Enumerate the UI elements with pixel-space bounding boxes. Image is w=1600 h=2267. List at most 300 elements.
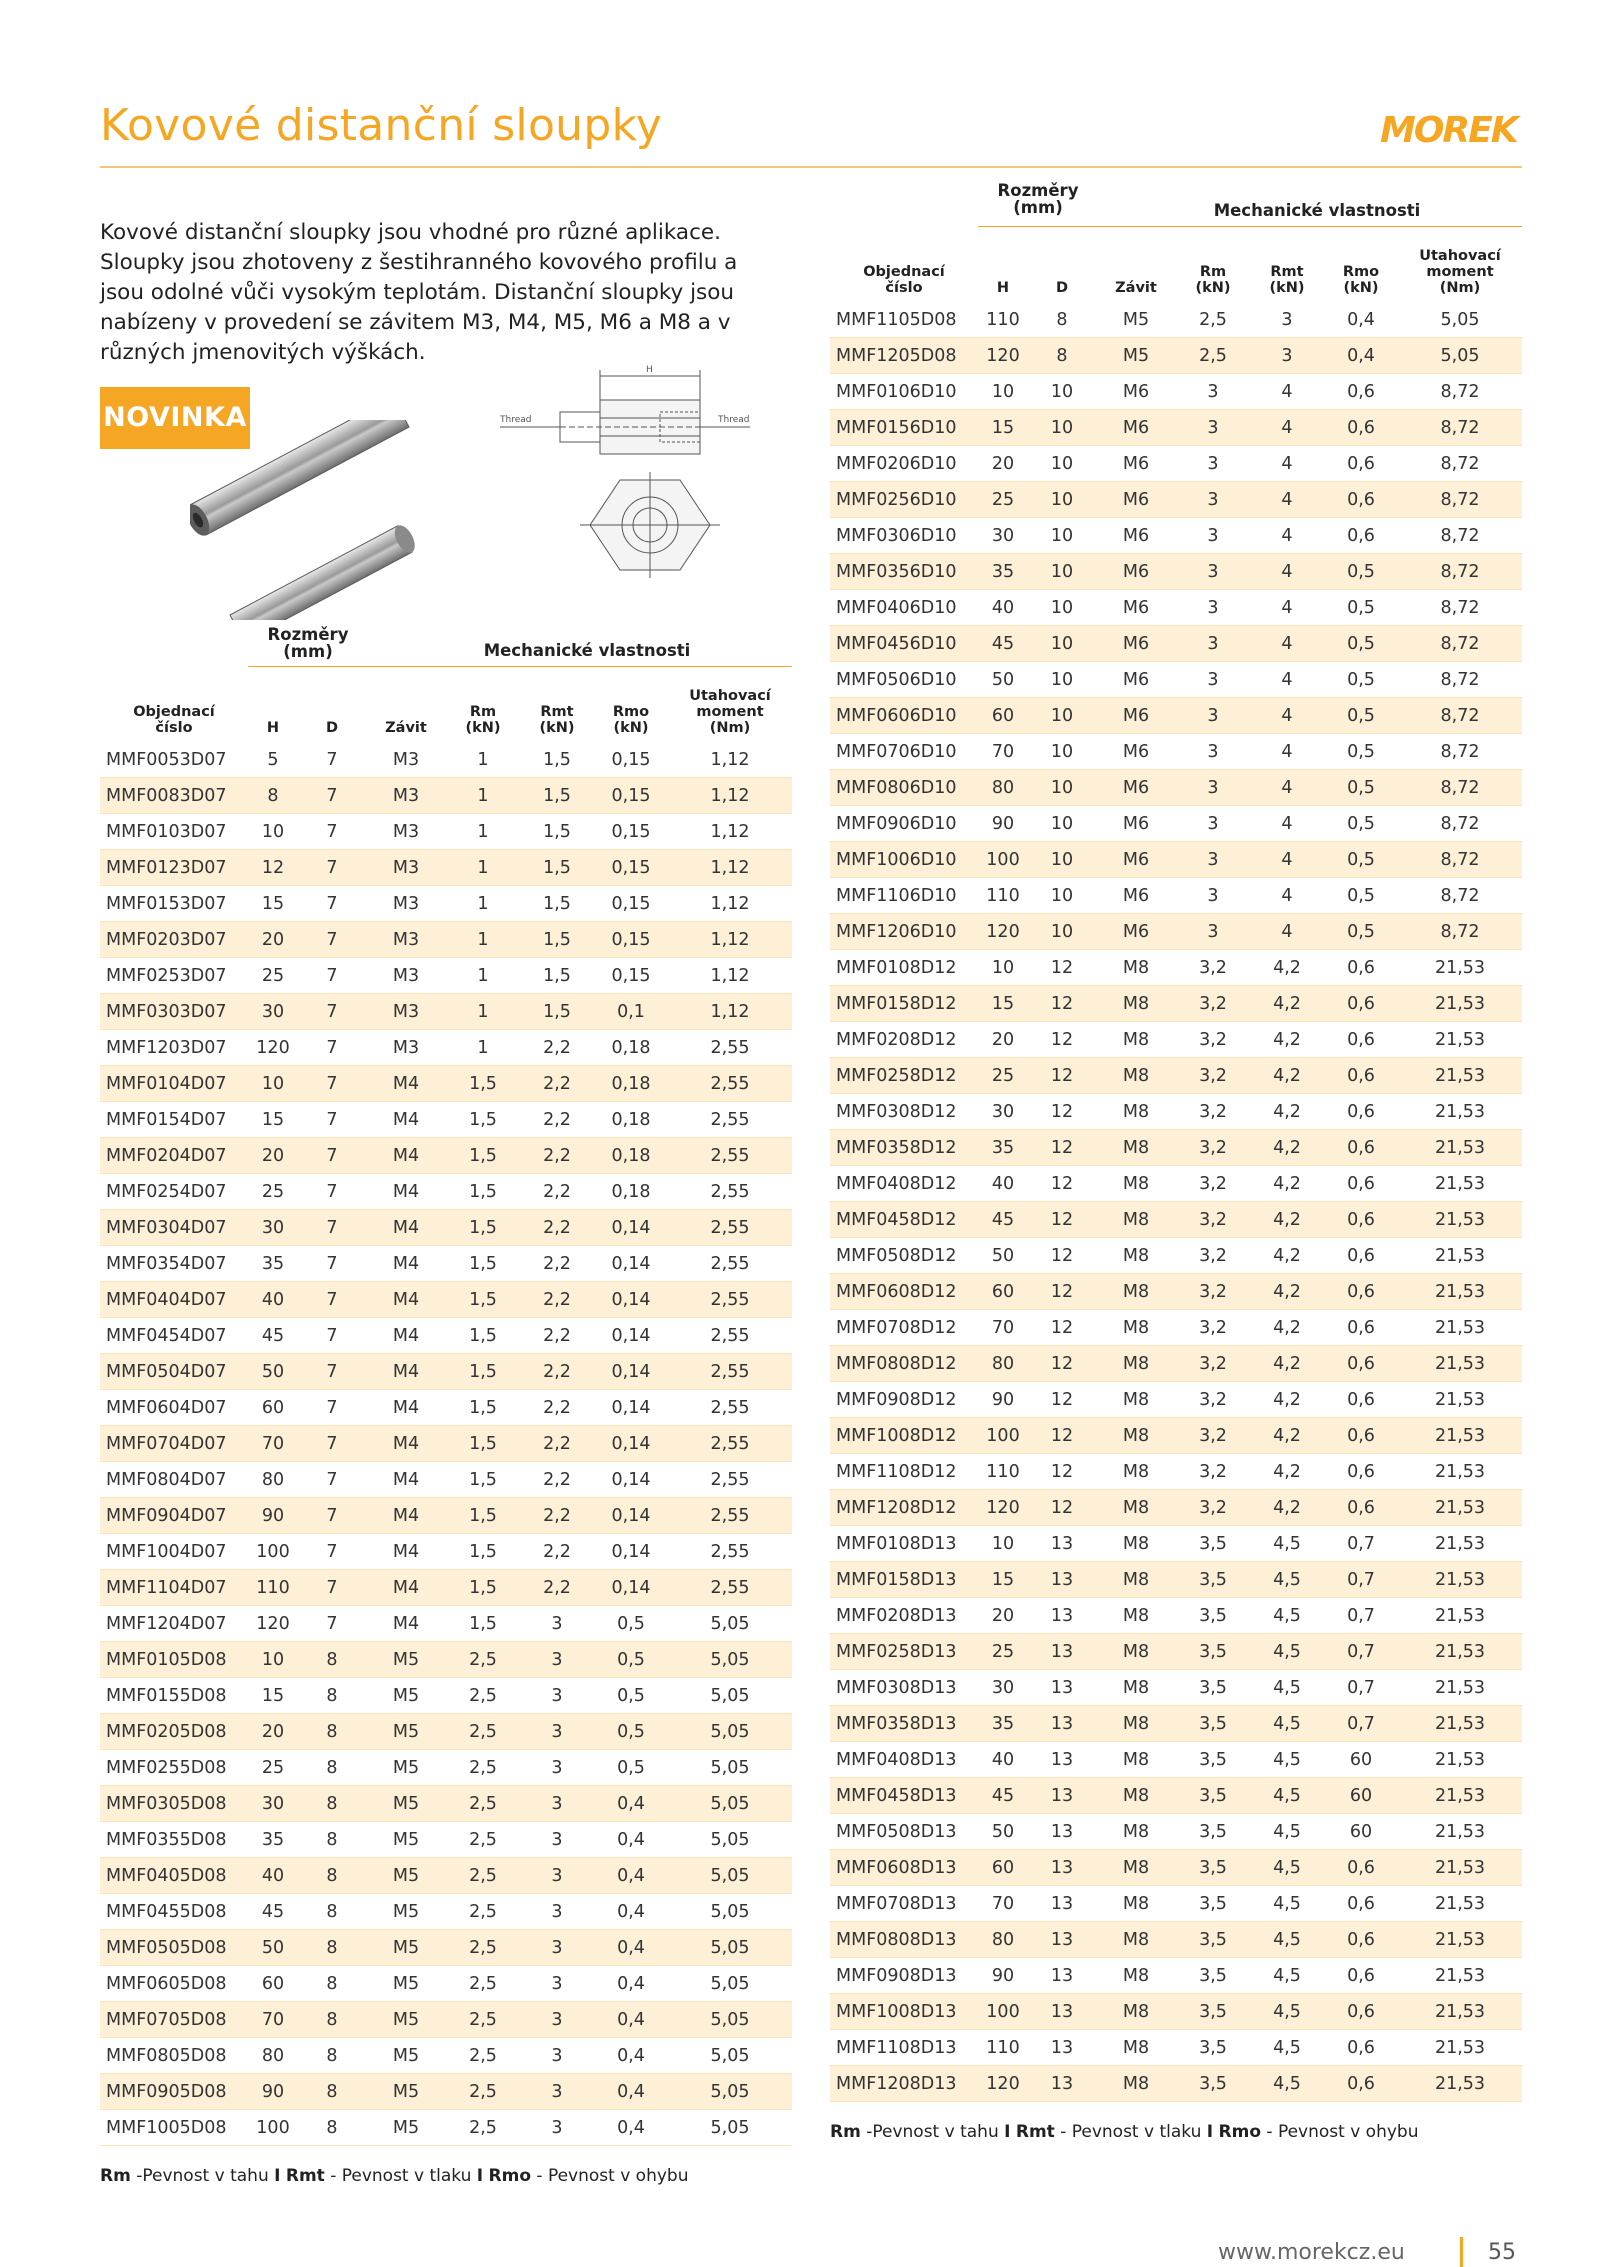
cell-rmo: 0,4 xyxy=(594,2038,668,2074)
cell-torque: 21,53 xyxy=(1398,1994,1522,2030)
cell-torque: 5,05 xyxy=(668,1750,792,1786)
cell-thread: M6 xyxy=(1096,842,1176,878)
cell-h: 25 xyxy=(978,1634,1028,1670)
cell-h: 90 xyxy=(978,1958,1028,1994)
cell-rm: 1,5 xyxy=(446,1102,520,1138)
cell-thread: M8 xyxy=(1096,1670,1176,1706)
cell-rm: 3,2 xyxy=(1176,1418,1250,1454)
cell-d: 7 xyxy=(298,994,366,1030)
table-row xyxy=(830,1058,1522,1094)
cell-thread: M5 xyxy=(1096,338,1176,374)
cell-d: 7 xyxy=(298,922,366,958)
cell-thread: M8 xyxy=(1096,1058,1176,1094)
cell-d: 7 xyxy=(298,1030,366,1066)
cell-rmo: 0,6 xyxy=(1324,1382,1398,1418)
cell-rmt: 4,5 xyxy=(1250,1850,1324,1886)
cell-code: MMF0158D13 xyxy=(830,1562,978,1598)
cell-d: 8 xyxy=(298,1786,366,1822)
cell-code: MMF0404D07 xyxy=(100,1282,248,1318)
cell-h: 30 xyxy=(248,1786,298,1822)
left-head-rule xyxy=(248,666,792,667)
table-row xyxy=(100,1822,792,1858)
cell-thread: M5 xyxy=(366,2110,446,2146)
table-row xyxy=(830,338,1522,374)
cell-code: MMF0206D10 xyxy=(830,446,978,482)
cell-torque: 1,12 xyxy=(668,778,792,814)
cell-code: MMF0906D10 xyxy=(830,806,978,842)
cell-d: 13 xyxy=(1028,1778,1096,1814)
cell-h: 90 xyxy=(248,1498,298,1534)
cell-rm: 3 xyxy=(1176,374,1250,410)
cell-d: 10 xyxy=(1028,554,1096,590)
cell-torque: 2,55 xyxy=(668,1210,792,1246)
cell-h: 35 xyxy=(978,1130,1028,1166)
cell-rmt: 3 xyxy=(1250,338,1324,374)
cell-thread: M8 xyxy=(1096,1418,1176,1454)
cell-rmo: 0,6 xyxy=(1324,1202,1398,1238)
cell-h: 30 xyxy=(248,994,298,1030)
cell-code: MMF0254D07 xyxy=(100,1174,248,1210)
cell-torque: 1,12 xyxy=(668,886,792,922)
drawing-h-label: H xyxy=(646,365,653,375)
cell-h: 25 xyxy=(978,1058,1028,1094)
cell-torque: 21,53 xyxy=(1398,1670,1522,1706)
table-row xyxy=(830,1274,1522,1310)
cell-d: 10 xyxy=(1028,446,1096,482)
cell-d: 12 xyxy=(1028,1202,1096,1238)
cell-h: 45 xyxy=(978,1778,1028,1814)
cell-thread: M3 xyxy=(366,850,446,886)
cell-code: MMF0455D08 xyxy=(100,1894,248,1930)
table-row xyxy=(100,1030,792,1066)
cell-rmo: 0,18 xyxy=(594,1102,668,1138)
cell-rmo: 0,6 xyxy=(1324,1238,1398,1274)
cell-rm: 3,2 xyxy=(1176,1346,1250,1382)
cell-d: 7 xyxy=(298,742,366,778)
cell-rmt: 3 xyxy=(520,1642,594,1678)
cell-thread: M6 xyxy=(1096,662,1176,698)
cell-rmo: 0,18 xyxy=(594,1030,668,1066)
cell-thread: M8 xyxy=(1096,1130,1176,1166)
cell-rmo: 0,4 xyxy=(594,1822,668,1858)
cell-rm: 1,5 xyxy=(446,1246,520,1282)
table-row xyxy=(100,1426,792,1462)
table-row xyxy=(830,1958,1522,1994)
cell-torque: 2,55 xyxy=(668,1498,792,1534)
cell-h: 8 xyxy=(248,778,298,814)
cell-rmo: 0,14 xyxy=(594,1282,668,1318)
table-row xyxy=(830,410,1522,446)
cell-d: 10 xyxy=(1028,842,1096,878)
cell-torque: 8,72 xyxy=(1398,878,1522,914)
table-row xyxy=(830,1022,1522,1058)
cell-torque: 5,05 xyxy=(668,1606,792,1642)
cell-thread: M4 xyxy=(366,1066,446,1102)
cell-thread: M5 xyxy=(366,1642,446,1678)
cell-thread: M4 xyxy=(366,1534,446,1570)
cell-rmt: 3 xyxy=(520,1678,594,1714)
cell-code: MMF0706D10 xyxy=(830,734,978,770)
cell-code: MMF0604D07 xyxy=(100,1390,248,1426)
cell-rmt: 4,5 xyxy=(1250,1706,1324,1742)
cell-rmt: 4,2 xyxy=(1250,1418,1324,1454)
cell-torque: 21,53 xyxy=(1398,2030,1522,2066)
table-row xyxy=(100,1606,792,1642)
col-torque: Utahovací moment (Nm) xyxy=(689,688,771,736)
table-row xyxy=(100,1246,792,1282)
table-row xyxy=(830,1706,1522,1742)
col-code: Objednací číslo xyxy=(133,704,215,736)
cell-h: 80 xyxy=(248,1462,298,1498)
cell-code: MMF0704D07 xyxy=(100,1426,248,1462)
cell-rmt: 1,5 xyxy=(520,778,594,814)
table-row xyxy=(830,1346,1522,1382)
cell-d: 12 xyxy=(1028,1274,1096,1310)
cell-rmt: 1,5 xyxy=(520,742,594,778)
cell-d: 10 xyxy=(1028,806,1096,842)
cell-rmt: 4,5 xyxy=(1250,1670,1324,1706)
cell-rm: 1 xyxy=(446,958,520,994)
cell-d: 8 xyxy=(298,2074,366,2110)
cell-code: MMF0406D10 xyxy=(830,590,978,626)
cell-d: 7 xyxy=(298,1354,366,1390)
cell-rmo: 0,6 xyxy=(1324,1418,1398,1454)
cell-rmo: 0,6 xyxy=(1324,518,1398,554)
cell-rmo: 0,6 xyxy=(1324,950,1398,986)
cell-code: MMF1108D12 xyxy=(830,1454,978,1490)
cell-rmt: 4,2 xyxy=(1250,1202,1324,1238)
cell-torque: 5,05 xyxy=(668,2002,792,2038)
cell-code: MMF0154D07 xyxy=(100,1102,248,1138)
table-row xyxy=(100,2038,792,2074)
cell-d: 13 xyxy=(1028,1526,1096,1562)
cell-rmt: 4,2 xyxy=(1250,986,1324,1022)
cell-code: MMF0255D08 xyxy=(100,1750,248,1786)
cell-rmo: 0,14 xyxy=(594,1318,668,1354)
cell-code: MMF0456D10 xyxy=(830,626,978,662)
page-title: Kovové distanční sloupky xyxy=(100,100,663,151)
cell-torque: 8,72 xyxy=(1398,806,1522,842)
cell-code: MMF0108D13 xyxy=(830,1526,978,1562)
cell-rm: 3,5 xyxy=(1176,2030,1250,2066)
table-row xyxy=(830,1238,1522,1274)
cell-rm: 2,5 xyxy=(1176,338,1250,374)
cell-rm: 1,5 xyxy=(446,1066,520,1102)
cell-d: 12 xyxy=(1028,1130,1096,1166)
table-row xyxy=(830,1634,1522,1670)
cell-thread: M5 xyxy=(366,1822,446,1858)
cell-thread: M4 xyxy=(366,1570,446,1606)
cell-rmt: 4 xyxy=(1250,842,1324,878)
cell-h: 70 xyxy=(978,1886,1028,1922)
cell-rmo: 0,4 xyxy=(594,1930,668,1966)
cell-rmo: 0,6 xyxy=(1324,1490,1398,1526)
cell-code: MMF1208D13 xyxy=(830,2066,978,2102)
cell-code: MMF0458D12 xyxy=(830,1202,978,1238)
cell-torque: 21,53 xyxy=(1398,1382,1522,1418)
cell-rmo: 0,6 xyxy=(1324,986,1398,1022)
table-row xyxy=(830,1742,1522,1778)
cell-thread: M4 xyxy=(366,1282,446,1318)
cell-rm: 3,2 xyxy=(1176,1490,1250,1526)
cell-code: MMF0904D07 xyxy=(100,1498,248,1534)
cell-rmt: 4,2 xyxy=(1250,1238,1324,1274)
table-row xyxy=(830,1994,1522,2030)
cell-rmo: 0,6 xyxy=(1324,1166,1398,1202)
cell-rmt: 3 xyxy=(520,2002,594,2038)
cell-rmo: 0,6 xyxy=(1324,1310,1398,1346)
cell-d: 8 xyxy=(1028,302,1096,338)
cell-thread: M8 xyxy=(1096,1490,1176,1526)
cell-thread: M4 xyxy=(366,1462,446,1498)
table-row xyxy=(100,1138,792,1174)
cell-code: MMF1204D07 xyxy=(100,1606,248,1642)
cell-torque: 5,05 xyxy=(668,1678,792,1714)
cell-rmo: 0,5 xyxy=(1324,734,1398,770)
right-head-rule xyxy=(978,226,1522,227)
table-row xyxy=(830,734,1522,770)
cell-torque: 21,53 xyxy=(1398,1238,1522,1274)
cell-h: 40 xyxy=(248,1858,298,1894)
cell-code: MMF1203D07 xyxy=(100,1030,248,1066)
cell-code: MMF0356D10 xyxy=(830,554,978,590)
cell-h: 120 xyxy=(248,1606,298,1642)
cell-code: MMF0458D13 xyxy=(830,1778,978,1814)
cell-code: MMF1008D13 xyxy=(830,1994,978,2030)
cell-torque: 8,72 xyxy=(1398,842,1522,878)
cell-rm: 3,2 xyxy=(1176,1310,1250,1346)
cell-torque: 5,05 xyxy=(1398,338,1522,374)
table-row xyxy=(830,2030,1522,2066)
cell-thread: M5 xyxy=(366,2038,446,2074)
cell-rm: 3 xyxy=(1176,626,1250,662)
cell-h: 50 xyxy=(248,1930,298,1966)
cell-thread: M5 xyxy=(366,1786,446,1822)
cell-h: 100 xyxy=(248,2110,298,2146)
page-number: 55 xyxy=(1488,2240,1516,2265)
cell-thread: M5 xyxy=(366,2074,446,2110)
cell-rm: 3,5 xyxy=(1176,1850,1250,1886)
cell-code: MMF0155D08 xyxy=(100,1678,248,1714)
table-row xyxy=(100,742,792,778)
cell-rm: 1,5 xyxy=(446,1282,520,1318)
cell-torque: 2,55 xyxy=(668,1102,792,1138)
cell-code: MMF0083D07 xyxy=(100,778,248,814)
cell-rmt: 2,2 xyxy=(520,1174,594,1210)
cell-h: 20 xyxy=(248,922,298,958)
cell-rmt: 4,5 xyxy=(1250,1922,1324,1958)
cell-d: 12 xyxy=(1028,1238,1096,1274)
cell-rm: 3 xyxy=(1176,482,1250,518)
cell-rmt: 4,5 xyxy=(1250,1634,1324,1670)
table-row xyxy=(830,590,1522,626)
cell-thread: M3 xyxy=(366,958,446,994)
cell-rm: 3 xyxy=(1176,662,1250,698)
cell-h: 35 xyxy=(978,1706,1028,1742)
cell-h: 15 xyxy=(248,1102,298,1138)
cell-rmt: 2,2 xyxy=(520,1282,594,1318)
cell-torque: 5,05 xyxy=(668,2038,792,2074)
cell-d: 13 xyxy=(1028,2030,1096,2066)
cell-rmt: 4 xyxy=(1250,914,1324,950)
cell-torque: 8,72 xyxy=(1398,482,1522,518)
cell-rm: 1,5 xyxy=(446,1498,520,1534)
cell-d: 10 xyxy=(1028,374,1096,410)
cell-code: MMF0203D07 xyxy=(100,922,248,958)
cell-rmo: 0,4 xyxy=(1324,338,1398,374)
cell-h: 60 xyxy=(248,1390,298,1426)
cell-d: 12 xyxy=(1028,1382,1096,1418)
cell-torque: 5,05 xyxy=(668,1858,792,1894)
cell-code: MMF1008D12 xyxy=(830,1418,978,1454)
cell-code: MMF1106D10 xyxy=(830,878,978,914)
cell-rmo: 0,4 xyxy=(594,2110,668,2146)
cell-h: 45 xyxy=(978,626,1028,662)
cell-thread: M8 xyxy=(1096,1310,1176,1346)
table-row xyxy=(830,1130,1522,1166)
cell-rm: 3,2 xyxy=(1176,1094,1250,1130)
cell-thread: M6 xyxy=(1096,482,1176,518)
cell-rmo: 0,5 xyxy=(1324,662,1398,698)
cell-torque: 8,72 xyxy=(1398,770,1522,806)
cell-rm: 3,2 xyxy=(1176,1166,1250,1202)
cell-code: MMF0103D07 xyxy=(100,814,248,850)
cell-h: 40 xyxy=(978,1742,1028,1778)
cell-rm: 1,5 xyxy=(446,1606,520,1642)
cell-d: 8 xyxy=(298,1894,366,1930)
cell-rmt: 4,2 xyxy=(1250,950,1324,986)
cell-code: MMF0105D08 xyxy=(100,1642,248,1678)
table-row xyxy=(830,1670,1522,1706)
right-table-block xyxy=(830,182,1522,2142)
cell-rmo: 0,14 xyxy=(594,1534,668,1570)
cell-rmo: 0,14 xyxy=(594,1462,668,1498)
cell-rmt: 4,5 xyxy=(1250,1526,1324,1562)
cell-rm: 1,5 xyxy=(446,1426,520,1462)
cell-torque: 2,55 xyxy=(668,1570,792,1606)
cell-h: 100 xyxy=(248,1534,298,1570)
col-d: D xyxy=(1055,280,1069,296)
cell-thread: M6 xyxy=(1096,698,1176,734)
cell-thread: M8 xyxy=(1096,2030,1176,2066)
cell-rm: 1 xyxy=(446,886,520,922)
cell-torque: 2,55 xyxy=(668,1174,792,1210)
cell-rmo: 0,4 xyxy=(594,1858,668,1894)
cell-rmo: 0,6 xyxy=(1324,1058,1398,1094)
cell-rmo: 0,4 xyxy=(594,1966,668,2002)
cell-d: 8 xyxy=(298,1822,366,1858)
cell-thread: M8 xyxy=(1096,1562,1176,1598)
cell-rmt: 2,2 xyxy=(520,1102,594,1138)
cell-h: 10 xyxy=(978,1526,1028,1562)
cell-rm: 3,2 xyxy=(1176,1274,1250,1310)
cell-h: 50 xyxy=(978,1238,1028,1274)
cell-code: MMF0358D12 xyxy=(830,1130,978,1166)
cell-thread: M5 xyxy=(1096,302,1176,338)
left-group-dims: Rozměry (mm) xyxy=(267,625,349,661)
cell-code: MMF0705D08 xyxy=(100,2002,248,2038)
cell-code: MMF1108D13 xyxy=(830,2030,978,2066)
col-rmo: Rmo (kN) xyxy=(1342,264,1380,296)
cell-rmo: 0,6 xyxy=(1324,1094,1398,1130)
cell-rm: 3 xyxy=(1176,914,1250,950)
footer-url[interactable]: www.morekcz.eu xyxy=(1218,2240,1405,2265)
cell-torque: 21,53 xyxy=(1398,1310,1522,1346)
cell-rmo: 0,5 xyxy=(1324,770,1398,806)
cell-rm: 3,5 xyxy=(1176,1922,1250,1958)
cell-thread: M6 xyxy=(1096,374,1176,410)
cell-rmt: 4 xyxy=(1250,770,1324,806)
cell-thread: M3 xyxy=(366,1030,446,1066)
cell-thread: M4 xyxy=(366,1246,446,1282)
cell-h: 110 xyxy=(248,1570,298,1606)
cell-rmt: 4 xyxy=(1250,410,1324,446)
cell-h: 10 xyxy=(248,1642,298,1678)
cell-rm: 1,5 xyxy=(446,1354,520,1390)
cell-code: MMF0804D07 xyxy=(100,1462,248,1498)
cell-rmo: 0,7 xyxy=(1324,1634,1398,1670)
table-row xyxy=(830,1526,1522,1562)
cell-d: 12 xyxy=(1028,1454,1096,1490)
col-thread: Závit xyxy=(1115,280,1157,296)
cell-d: 7 xyxy=(298,1174,366,1210)
cell-thread: M8 xyxy=(1096,1346,1176,1382)
cell-rmo: 0,14 xyxy=(594,1210,668,1246)
cell-code: MMF0505D08 xyxy=(100,1930,248,1966)
cell-thread: M8 xyxy=(1096,1526,1176,1562)
cell-rm: 1,5 xyxy=(446,1174,520,1210)
cell-code: MMF0106D10 xyxy=(830,374,978,410)
cell-rm: 3,5 xyxy=(1176,1634,1250,1670)
cell-code: MMF0123D07 xyxy=(100,850,248,886)
cell-rm: 3,5 xyxy=(1176,1706,1250,1742)
cell-h: 90 xyxy=(248,2074,298,2110)
cell-rm: 3 xyxy=(1176,734,1250,770)
cell-thread: M5 xyxy=(366,1894,446,1930)
cell-torque: 21,53 xyxy=(1398,1094,1522,1130)
cell-d: 7 xyxy=(298,1426,366,1462)
cell-rmt: 4 xyxy=(1250,806,1324,842)
left-table-body xyxy=(100,742,792,2146)
cell-rmo: 0,15 xyxy=(594,814,668,850)
cell-d: 8 xyxy=(298,1858,366,1894)
cell-h: 25 xyxy=(978,482,1028,518)
cell-thread: M8 xyxy=(1096,950,1176,986)
cell-rmt: 4,5 xyxy=(1250,1958,1324,1994)
cell-rmt: 2,2 xyxy=(520,1426,594,1462)
cell-rmt: 3 xyxy=(520,1750,594,1786)
table-row xyxy=(100,2110,792,2146)
cell-rmt: 2,2 xyxy=(520,1138,594,1174)
cell-rmo: 0,5 xyxy=(1324,554,1398,590)
table-row xyxy=(100,1354,792,1390)
cell-h: 110 xyxy=(978,2030,1028,2066)
cell-rmt: 1,5 xyxy=(520,814,594,850)
cell-rmt: 3 xyxy=(520,1930,594,1966)
cell-code: MMF0158D12 xyxy=(830,986,978,1022)
right-group-mech: Mechanické vlastnosti xyxy=(1213,201,1421,220)
cell-torque: 8,72 xyxy=(1398,914,1522,950)
cell-thread: M8 xyxy=(1096,1166,1176,1202)
cell-d: 7 xyxy=(298,1246,366,1282)
table-row xyxy=(100,1318,792,1354)
cell-torque: 5,05 xyxy=(668,1714,792,1750)
cell-torque: 21,53 xyxy=(1398,1814,1522,1850)
cell-thread: M3 xyxy=(366,994,446,1030)
cell-torque: 8,72 xyxy=(1398,662,1522,698)
cell-rm: 3 xyxy=(1176,806,1250,842)
cell-thread: M3 xyxy=(366,778,446,814)
